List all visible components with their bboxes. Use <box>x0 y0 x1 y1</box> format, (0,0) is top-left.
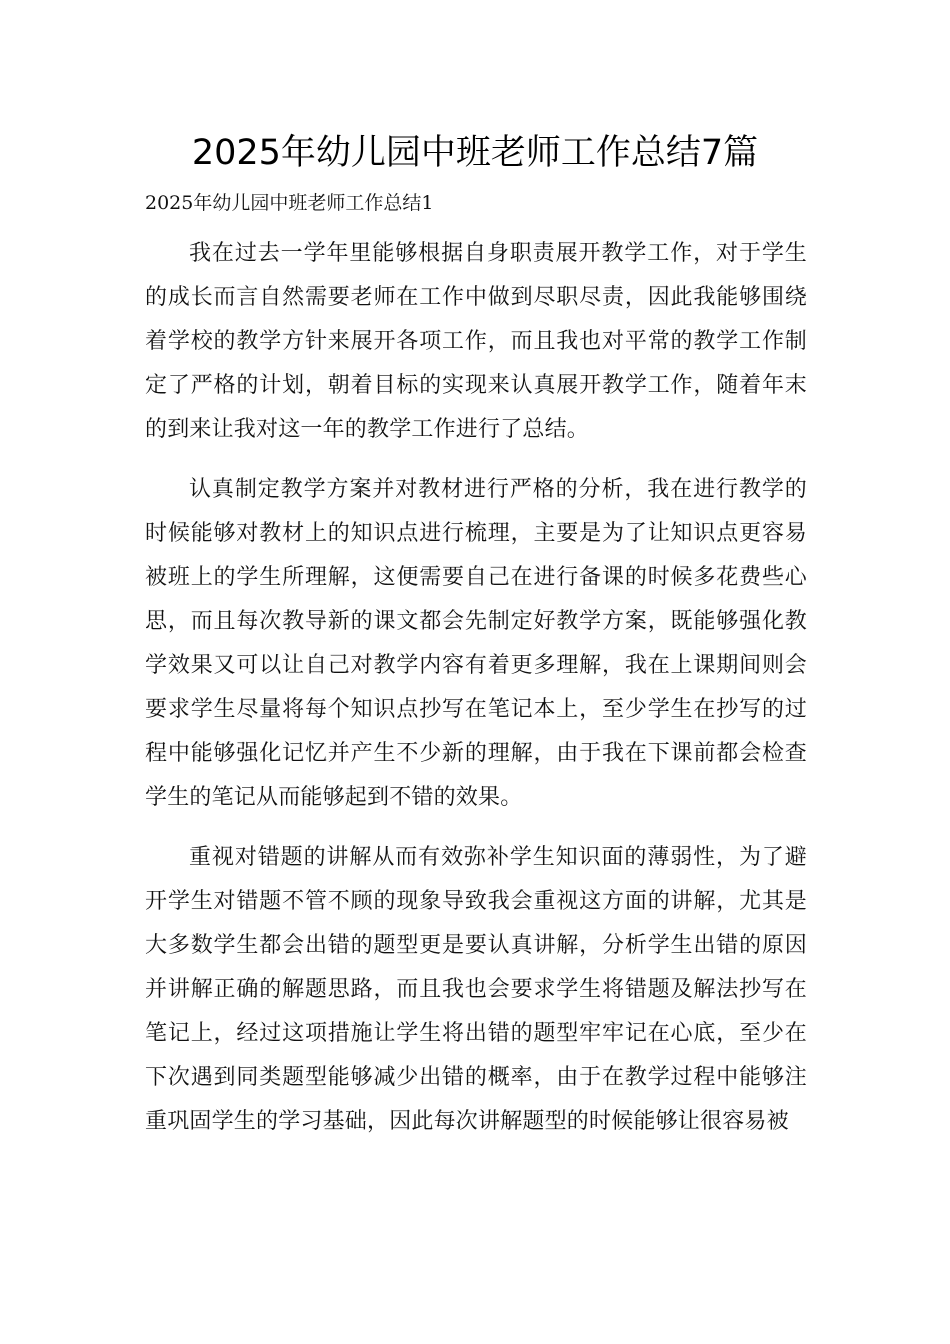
paragraph-1: 我在过去一学年里能够根据自身职责展开教学工作，对于学生的成长而言自然需要老师在工作中做到尽职尽责，因此我能够围绕着学校的教学方针来展开各项工作，而且我也对平常的教学工作制定了严格的计划，朝着目标的实现来认真展开教学工作，随着年末的到来让我对这一年的教学工作进行了总结。 <box>145 241 807 442</box>
paragraph-3: 重视对错题的讲解从而有效弥补学生知识面的薄弱性，为了避开学生对错题不管不顾的现象导致我会重视这方面的讲解，尤其是大多数学生都会出错的题型更是要认真讲解，分析学生出错的原因并讲解正确的解题思路，而且我也会要求学生将错题及解法抄写在笔记上，经过这项措施让学生将出错的题型牢牢记在心底，至少在下次遇到同类题型能够减少出错的概率，由于在教学过程中能够注重巩固学生的学习基础，因此每次讲解题型的时候能够让很容易被 <box>145 845 807 1134</box>
document-body <box>145 232 807 1160</box>
section-subtitle: 2025年幼儿园中班老师工作总结1 <box>145 192 434 214</box>
paragraph-2: 认真制定教学方案并对教材进行严格的分析，我在进行教学的时候能够对教材上的知识点进行梳理，主要是为了让知识点更容易被班上的学生所理解，这便需要自己在进行备课的时候多花费些心思，而且每次教导新的课文都会先制定好教学方案，既能够强化教学效果又可以让自己对教学内容有着更多理解，我在上课期间则会要求学生尽量将每个知识点抄写在笔记本上，至少学生在抄写的过程中能够强化记忆并产生不少新的理解，由于我在下课前都会检查学生的笔记从而能够起到不错的效果。 <box>145 477 807 810</box>
document-title: 2025年幼儿园中班老师工作总结7篇 <box>191 133 759 173</box>
